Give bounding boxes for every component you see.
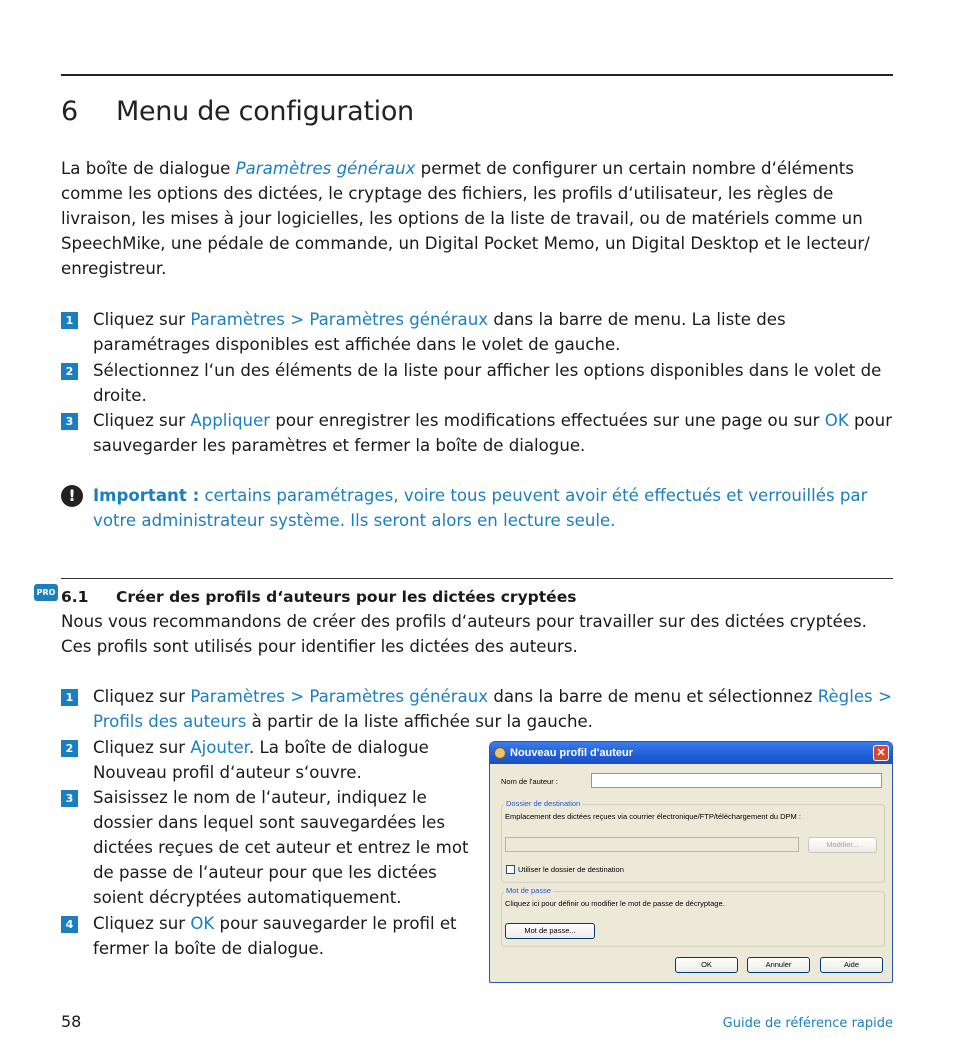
step-badge: 4: [61, 916, 78, 933]
close-icon[interactable]: ✕: [873, 745, 889, 761]
intro-link[interactable]: Paramètres généraux: [235, 159, 416, 178]
section-rule: [61, 578, 893, 579]
modify-button[interactable]: Modifier...: [808, 837, 877, 853]
intro-paragraph: [61, 156, 893, 281]
step-2-1: [61, 684, 893, 734]
step-2-2: [61, 735, 481, 785]
step-text: dans la barre de menu. La liste des paramétrages disponibles est affichée dans le volet de gauche.: [93, 310, 786, 354]
important-note: [61, 483, 893, 533]
step-text: Cliquez sur: [93, 738, 191, 757]
step-1-2: [61, 358, 893, 408]
author-name-input[interactable]: [591, 773, 882, 788]
step-text: Cliquez sur: [93, 411, 191, 430]
pro-badge: PRO: [34, 584, 58, 601]
step-text: dans la barre de menu et sélectionnez: [488, 687, 818, 706]
guide-name: Guide de référence rapide: [722, 1016, 893, 1031]
step-link[interactable]: Ajouter: [190, 738, 249, 757]
cancel-button[interactable]: Annuler: [747, 957, 810, 973]
warning-icon: !: [61, 485, 83, 507]
important-label: Important :: [93, 486, 200, 505]
use-destination-label: Utiliser le dossier de destination: [518, 865, 624, 874]
destination-path-field: [505, 837, 799, 852]
step-text: Cliquez sur: [93, 310, 191, 329]
section-intro: Nous vous recommandons de créer des profils d‘auteurs pour travailler sur des dictées cryptées. Ces profils sont utilisés pour identifier les dictées des auteurs.: [61, 612, 867, 656]
use-destination-checkbox[interactable]: [506, 865, 515, 874]
step-link[interactable]: Paramètres > Paramètres généraux: [190, 687, 489, 706]
step-link[interactable]: Règles > Profils des auteurs: [93, 687, 892, 731]
intro-after: permet de configurer un certain nombre d‘éléments comme les options des dictées, le cryptage des fichiers, les profils d‘utilisateur, les règles de livraison, les mises à jour logicielles, les options de la liste de travail, ou de matériels comme un SpeechMike, une pédale de commande, un Digital Pocket Memo, un Digital Desktop et le lecteur/ enregistreur.: [61, 159, 870, 278]
step-text: . La boîte de dialogue Nouveau profil d‘auteur s‘ouvre.: [93, 738, 429, 782]
chapter-title: [61, 96, 414, 127]
page-number: 58: [61, 1012, 82, 1031]
new-author-profile-dialog: [489, 741, 893, 983]
step-1-3: [61, 408, 893, 458]
step-2-3: [61, 785, 481, 910]
step-badge: 2: [61, 363, 78, 380]
important-text: certains paramétrages, voire tous peuvent avoir été effectués et verrouillés par votre administrateur système. Ils seront alors en lecture seule.: [93, 486, 868, 530]
ok-button[interactable]: OK: [675, 957, 738, 973]
step-link[interactable]: OK: [190, 914, 215, 933]
step-text: Saisissez le nom de l‘auteur, indiquez le dossier dans lequel sont sauvegardées les dictées reçues de cet auteur et entrez le mot de passe de l‘auteur pour que les dictées soient décryptées automatiquement.: [93, 788, 469, 907]
step-link[interactable]: OK: [824, 411, 849, 430]
step-text: à partir de la liste affichée sur la gauche.: [246, 712, 593, 731]
step-badge: 2: [61, 740, 78, 757]
chapter-number: 6: [61, 96, 78, 127]
step-badge: 1: [61, 312, 78, 329]
destination-description: Emplacement des dictées reçues via courrier électronique/FTP/téléchargement du DPM :: [505, 812, 801, 821]
step-badge: 1: [61, 689, 78, 706]
destination-group-label: Dossier de destination: [506, 799, 581, 808]
section-title-text: Créer des profils d‘auteurs pour les dictées cryptées: [116, 588, 577, 606]
step-link[interactable]: Paramètres > Paramètres généraux: [190, 310, 489, 329]
step-text: Cliquez sur: [93, 687, 191, 706]
dialog-titlebar: [490, 742, 892, 764]
intro-before: La boîte de dialogue: [61, 159, 236, 178]
app-icon: [494, 747, 506, 759]
step-1-1: [61, 307, 893, 357]
step-text: pour sauvegarder le profil et fermer la boîte de dialogue.: [93, 914, 457, 958]
step-text: pour sauvegarder les paramètres et fermer la boîte de dialogue.: [93, 411, 893, 455]
author-name-label: Nom de l'auteur :: [501, 777, 558, 786]
step-text: Cliquez sur: [93, 914, 191, 933]
step-text: Sélectionnez l‘un des éléments de la liste pour afficher les options disponibles dans le volet de droite.: [93, 361, 882, 405]
step-badge: 3: [61, 413, 78, 430]
step-badge: 3: [61, 790, 78, 807]
step-2-4: [61, 911, 481, 961]
password-group-label: Mot de passe: [506, 886, 552, 895]
top-rule: [61, 74, 893, 76]
password-description: Cliquez ici pour définir ou modifier le mot de passe de décryptage.: [505, 899, 725, 908]
section-number: 6.1: [61, 588, 89, 606]
step-text: pour enregistrer les modifications effectuées sur une page ou sur: [270, 411, 825, 430]
help-button[interactable]: Aide: [820, 957, 883, 973]
dialog-title: Nouveau profil d'auteur: [510, 747, 634, 759]
password-button[interactable]: Mot de passe...: [505, 923, 595, 939]
step-link[interactable]: Appliquer: [190, 411, 271, 430]
section-title: [61, 585, 576, 609]
chapter-title-text: Menu de configuration: [116, 96, 414, 127]
